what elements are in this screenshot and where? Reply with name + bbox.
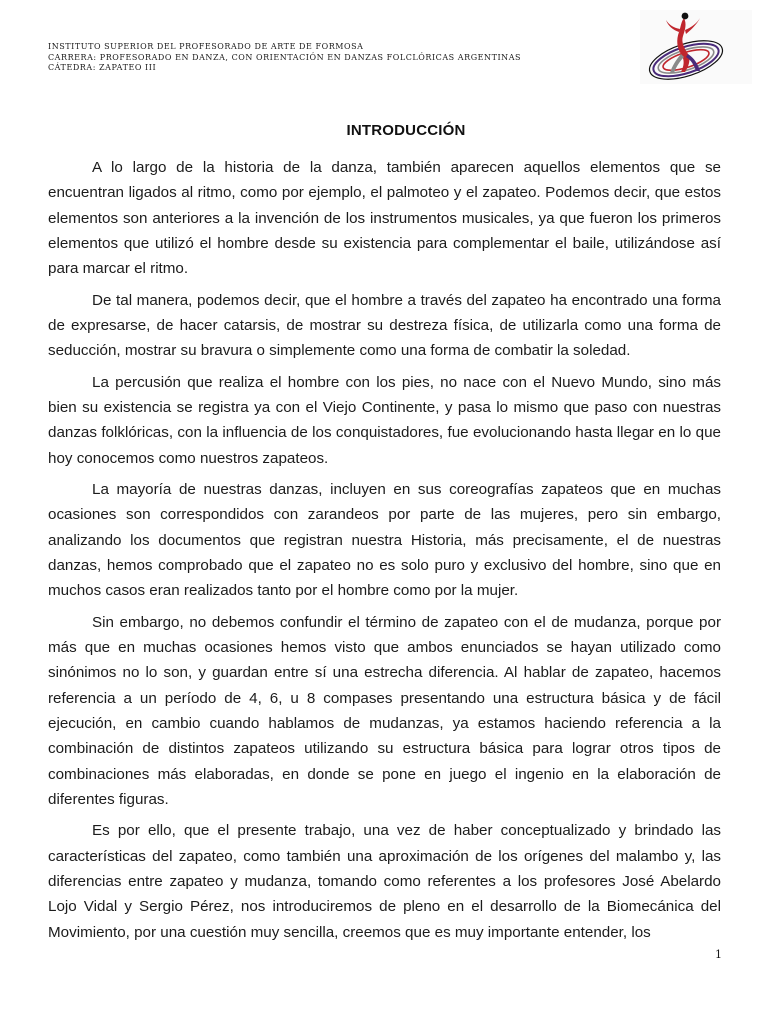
header-institution: INSTITUTO SUPERIOR DEL PROFESORADO DE ARTE DE FORMOSA xyxy=(48,42,364,51)
paragraph: Sin embargo, no debemos confundir el término de zapateo con el de mudanza, porque por más que en muchas ocasiones hemos visto que ambos enunciados se hayan utilizado como sinónimos no lo son, y guardan entre sí una estrecha diferencia. Al hablar de zapateo, hacemos referencia a un período de 4, 6, u 8 compases presentando una estructura básica y de fácil ejecución, en cambio cuando hablamos de mudanzas, ya estamos haciendo referencia a la combinación de distintos zapateos utilizando su estructura básica para lograr otros tipos de combinaciones más elaboradas, en donde se pone en juego el ingenio en la elaboración de diferentes figuras. xyxy=(48,613,721,808)
institution-logo-dancer-icon xyxy=(640,10,752,84)
header-chair: CÁTEDRA: ZAPATEO III xyxy=(48,63,157,72)
paragraph: De tal manera, podemos decir, que el hombre a través del zapateo ha encontrado una forma de expresarse, de hacer catarsis, de mostrar su destreza física, de utilizarla como una forma de seducción, mostrar su bravura o simplemente como una forma de combatir la soledad. xyxy=(48,291,721,360)
paragraph: La mayoría de nuestras danzas, incluyen en sus coreografías zapateos que en muchas ocasiones son correspondidos con zarandeos por parte de las mujeres, pero sin embargo, analizando los documentos que registran nuestra Historia, más precisamente, el de nuestras danzas, hemos comprobado que el zapateo no es solo puro y exclusivo del hombre, sino que en muchos casos eran realizados tanto por el hombre como por la mujer. xyxy=(48,481,721,600)
document-title: INTRODUCCIÓN xyxy=(346,122,466,139)
page-number: 1 xyxy=(715,948,722,961)
paragraph: La percusión que realiza el hombre con los pies, no nace con el Nuevo Mundo, sino más bien su existencia se registra ya con el Viejo Continente, y pasa lo mismo que paso con nuestras danzas folklóricas, con la influencia de los conquistadores, fue evolucionando hasta llegar en lo que hoy conocemos como nuestros zapateos. xyxy=(48,373,721,467)
paragraph: A lo largo de la historia de la danza, también aparecen aquellos elementos que se encuentran ligados al ritmo, como por ejemplo, el palmoteo y el zapateo. Podemos decir, que estos elementos son anteriores a la invención de los instrumentos musicales, ya que fueron los primeros elementos que utilizó el hombre desde su existencia para complementar el baile, utilizándose así para marcar el ritmo. xyxy=(48,159,721,278)
header-career: CARRERA: PROFESORADO EN DANZA, CON ORIENTACIÓN EN DANZAS FOLCLÓRICAS ARGENTINAS xyxy=(48,52,522,62)
document-body xyxy=(48,155,721,951)
document-header xyxy=(48,42,608,74)
paragraph: Es por ello, que el presente trabajo, una vez de haber conceptualizado y brindado las características del zapateo, como también una aproximación de los orígenes del malambo y, las diferencias entre zapateo y mudanza, tomando como referentes a los profesores José Abelardo Lojo Vidal y Sergio Pérez, nos introduciremos de pleno en el desarrollo de la Biomecánica del Movimiento, por una cuestión muy sencilla, creemos que es muy importante entender, los xyxy=(48,822,721,941)
